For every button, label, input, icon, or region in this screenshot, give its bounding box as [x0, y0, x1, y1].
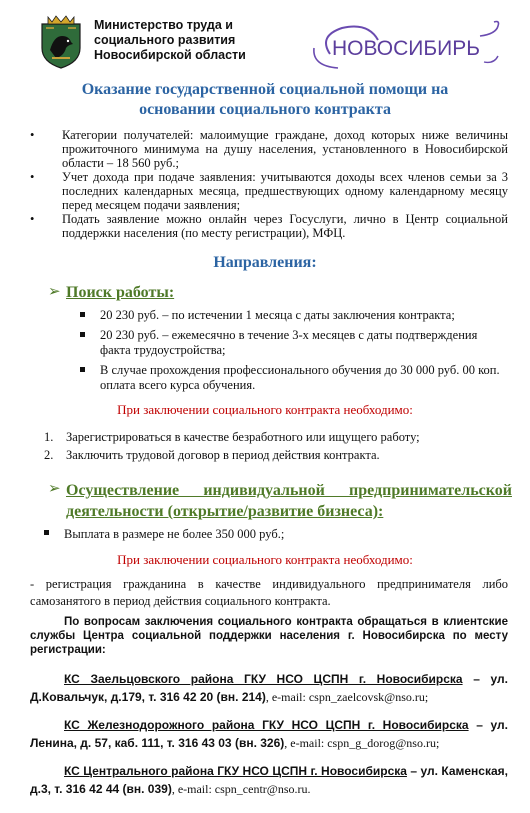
list-item: • Категории получателей: малоимущие граждане, доход которых ниже величины прожиточного минимума на душу населения, установленного в Новосибирской области – 18 560 руб.; [30, 128, 508, 170]
ministry-name [94, 18, 284, 63]
ministry-line: социального развития [94, 33, 236, 47]
list-item: 2. Заключить трудовой договор в период действия контракта. [44, 448, 380, 462]
office-name: КС Заельцовского района ГКУ НСО ЦСПН г. Новосибирска [64, 672, 463, 686]
arrow-bullet-icon: ➢ [48, 479, 61, 497]
job-search-payments [80, 308, 508, 393]
business-note: - регистрация гражданина в качестве индивидуального предпринимателя либо самозанятого в период действия социального контракта. [30, 577, 508, 608]
categories-list [30, 128, 508, 240]
title-line: основании социального контракта [139, 101, 391, 118]
square-bullet-icon [80, 332, 85, 337]
required-label: При заключении социального контракта необходимо: [117, 402, 413, 417]
business-payments [44, 526, 508, 542]
office-name: КС Железнодорожного района ГКУ НСО ЦСПН г. Новосибирска [64, 718, 469, 732]
list-item: • Подать заявление можно онлайн через Госуслуги, лично в Центр социальной поддержки населения (по месту регистрации), МФЦ. [30, 212, 508, 240]
arrow-bullet-icon: ➢ [48, 282, 61, 300]
novosibirsk-coat-of-arms-icon [38, 14, 84, 70]
square-bullet-icon [80, 367, 85, 372]
job-search-heading: Поиск работы: [66, 284, 175, 301]
square-bullet-icon [44, 530, 49, 535]
office-email: , e-mail: cspn_g_dorog@nso.ru; [284, 736, 440, 750]
list-item: 20 230 руб. – по истечении 1 месяца с даты заключения контракта; [80, 308, 508, 323]
bullet-icon: • [30, 212, 35, 226]
list-item: Выплата в размере не более 350 000 руб.; [44, 526, 508, 542]
contact-office: КС Железнодорожного района ГКУ НСО ЦСПН г. Новосибирска – ул. Ленина, д. 57, каб. 111, т. 316 43 03 (вн. 326), e-mail: cspn_g_dorog@nso.ru; [30, 718, 508, 750]
directions-title: Направления: [213, 254, 317, 271]
job-search-steps [44, 428, 508, 464]
ministry-line: Министерство труда и [94, 18, 233, 32]
list-item: 1. Зарегистрироваться в качестве безработного или ищущего работу; [44, 430, 420, 444]
list-item: В случае прохождения профессионального обучения до 30 000 руб. 00 коп. оплата всего курса обучения. [80, 363, 508, 393]
contact-office: КС Заельцовского района ГКУ НСО ЦСПН г. Новосибирска – ул. Д.Ковальчук, д.179, т. 316 42 20 (вн. 214), e-mail: cspn_zaelcovsk@nso.ru; [30, 672, 508, 704]
office-email: , e-mail: cspn_centr@nso.ru. [171, 782, 311, 796]
header [38, 14, 508, 76]
ministry-line: Новосибирской области [94, 48, 246, 62]
list-item: • Учет дохода при подаче заявления: учитываются доходы всех членов семьи за 3 последних календарных месяца, предшествующих одному календарному месяцу перед месяцем подачи заявления; [30, 170, 508, 212]
novosibir-brand-logo [308, 18, 508, 74]
office-name: КС Центрального района ГКУ НСО ЦСПН г. Новосибирска [64, 764, 407, 778]
svg-text:НОВОСИБИРЬ: НОВОСИБИРЬ [331, 37, 481, 60]
business-heading: Осуществление индивидуальной предпринимательской деятельности (открытие/развитие бизнеса): [66, 482, 512, 520]
page-title [0, 80, 530, 120]
contact-office: КС Центрального района ГКУ НСО ЦСПН г. Новосибирска – ул. Каменская, д.3, т. 316 42 44 (вн. 039), e-mail: cspn_centr@nso.ru. [30, 764, 508, 796]
list-item: 20 230 руб. – ежемесячно в течение 3-х месяцев с даты подтверждения факта трудоустройства; [80, 328, 508, 358]
bullet-icon: • [30, 170, 35, 184]
required-label: При заключении социального контракта необходимо: [117, 552, 413, 567]
office-email: , e-mail: cspn_zaelcovsk@nso.ru; [265, 690, 429, 704]
title-line: Оказание государственной социальной помощи на [81, 81, 449, 98]
bullet-icon: • [30, 128, 35, 142]
contacts-intro: По вопросам заключения социального контракта обращаться в клиентские службы Центра социальной поддержки населения г. Новосибирска по месту регистрации: [30, 616, 508, 656]
square-bullet-icon [80, 312, 85, 317]
